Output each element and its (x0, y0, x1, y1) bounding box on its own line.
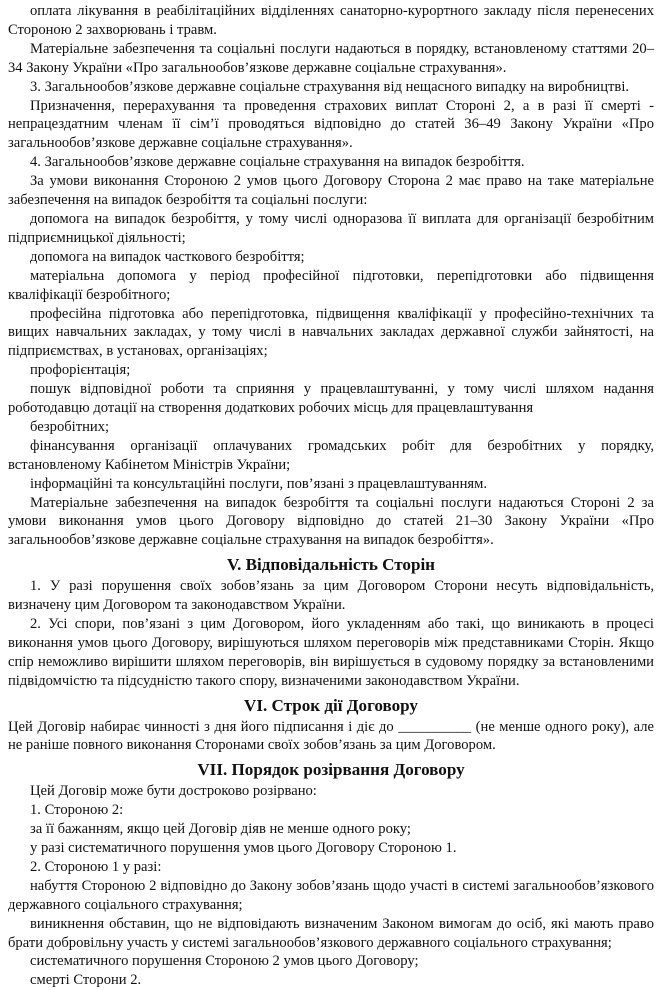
list-item: профорієнтація; (30, 362, 131, 379)
section-heading-responsibility: V. Відповідальність Сторін (226, 555, 436, 575)
paragraph: Матеріальне забезпечення та соціальні послуги надаються в порядку, встановленому статтями 20–34 Закону України «Про загальнообов’язкове державне соціальне страхування». (8, 40, 654, 76)
list-item: смерті Сторони 2. (30, 972, 142, 989)
list-item: безробітних; (30, 418, 110, 435)
list-item: пошук відповідної роботи та сприяння у працевлаштуванні, у тому числі шляхом надання роботодавцю дотації на створення додаткових робочих місць для працевлаштування (8, 381, 654, 417)
list-item: 1. Стороною 2: (30, 802, 124, 819)
paragraph: Призначення, перерахування та проведення страхових виплат Стороні 2, а в разі її смерті - непрацездатним членам її сім’ї проводяться відповідно до статей 36–49 Закону України «Про загальнообов’язкове державне соціальне страхування». (8, 97, 654, 152)
list-item: допомога на випадок безробіття, у тому числі одноразова її виплата для організації безробітним підприємницької діяльності; (8, 210, 654, 246)
list-item: набуття Стороною 2 відповідно до Закону зобов’язань щодо участі в системі загальнообов’язкового державного соціального страхування; (8, 877, 654, 913)
list-item: 2. Стороною 1 у разі: (30, 858, 162, 875)
list-item: професійна підготовка або перепідготовка, підвищення кваліфікації у професійно-технічних та вищих навчальних закладах, у тому числі в навчальних закладах державної служби зайнятості, на підприємствах, в установах, організаціях; (8, 305, 654, 360)
paragraph: Цей Договір набирає чинності з дня його підписання і діє до __________ (не менше одного року), але не раніше повного виконання Сторонами своїх зобов’язань за цим Договором. (8, 718, 654, 754)
paragraph: 4. Загальнообов’язкове державне соціальне страхування на випадок безробіття. (30, 154, 525, 171)
list-item: за її бажанням, якщо цей Договір діяв не менше одного року; (30, 821, 411, 838)
list-item: систематичного порушення Стороною 2 умов цього Договору; (30, 953, 419, 970)
paragraph: За умови виконання Стороною 2 умов цього Договору Сторона 2 має право на таке матеріальне забезпечення на випадок безробіття та соціальні послуги: (8, 173, 654, 209)
paragraph: оплата лікування в реабілітаційних відділеннях санаторно-курортного закладу після перенесених Стороною 2 захворювань і травм. (8, 3, 654, 38)
list-item: у разі систематичного порушення умов цього Договору Стороною 1. (30, 839, 457, 856)
list-item: виникнення обставин, що не відповідають визначеним Законом вимогам до осіб, які мають право брати добровільну участь у системі загальнообов’язкового державного соціального страхування; (8, 915, 654, 951)
paragraph: 1. У разі порушення своїх зобов’язань за цим Договором Сторони несуть відповідальність, визначену цим Договором та законодавством України. (8, 578, 654, 614)
list-item: фінансування організації оплачуваних громадських робіт для безробітних у порядку, встановленому Кабінетом Міністрів України; (8, 437, 654, 473)
paragraph: Матеріальне забезпечення на випадок безробіття та соціальні послуги надаються Стороні 2 за умови виконання умов цього Договору відповідно до статей 21–30 Закону України «Про загальнообов’язкове державне соціальне страхування на випадок безробіття». (8, 494, 654, 549)
section-heading-term: VI. Строк дії Договору (244, 695, 418, 715)
paragraph: 3. Загальнообов’язкове державне соціальне страхування від нещасного випадку на виробництві. (30, 78, 630, 95)
paragraph: 2. Усі спори, пов’язані з цим Договором, його укладенням або такі, що виникають в процесі виконання умов цього Договору, вирішуються шляхом переговорів між представниками Сторін. Якщо спір неможливо вирішити шляхом переговорів, він вирішується в судовому порядку за встановленими підвідомчістю та підсудністю такого спору, визначеними законодавством України. (8, 616, 654, 689)
section-heading-termination: VII. Порядок розірвання Договору (197, 760, 465, 780)
paragraph: Цей Договір може бути достроково розірвано: (30, 783, 317, 800)
list-item: допомога на випадок часткового безробіття; (30, 248, 305, 265)
list-item: матеріальна допомога у період професійної підготовки, перепідготовки або підвищення кваліфікації безробітного; (8, 267, 654, 303)
list-item: інформаційні та консультаційні послуги, пов’язані з працевлаштуванням. (30, 475, 487, 492)
